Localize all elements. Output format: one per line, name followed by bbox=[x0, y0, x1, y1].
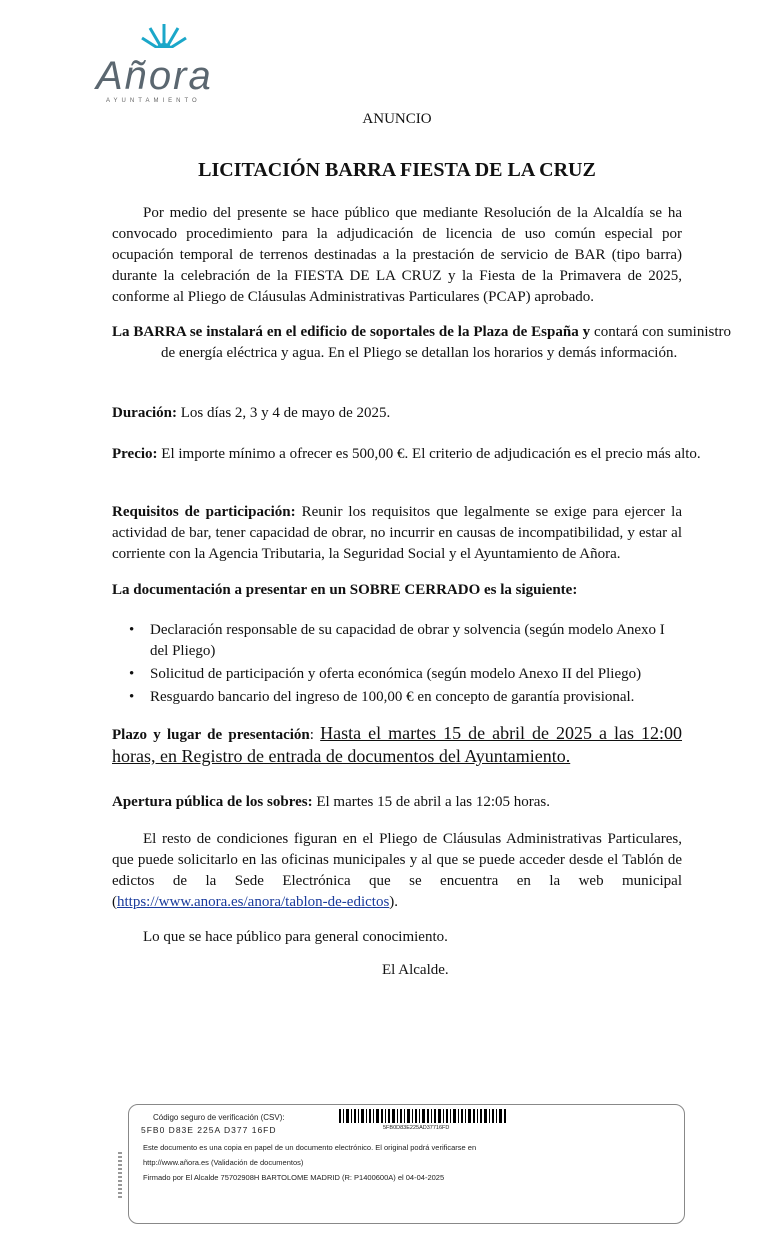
apertura-paragraph bbox=[112, 792, 682, 813]
resto-after: ). bbox=[389, 894, 399, 910]
sun-logo-icon bbox=[138, 22, 190, 56]
document-title: LICITACIÓN BARRA FIESTA DE LA CRUZ bbox=[198, 159, 596, 181]
precio-paragraph bbox=[112, 444, 731, 465]
apertura-label: Apertura pública de los sobres: bbox=[112, 794, 313, 810]
precio-text: El importe mínimo a ofrecer es 500,00 €. El criterio de adjudicación es el precio más alto. bbox=[157, 446, 701, 462]
csv-label: Código seguro de verificación (CSV): bbox=[153, 1113, 285, 1122]
csv-line-1: Este documento es una copia en papel de un documento electrónico. El original podrá verificarse en bbox=[143, 1143, 477, 1152]
csv-line-3: Firmado por El Alcalde 75702908H BARTOLOME MADRID (R: P1400600A) el 04-04-2025 bbox=[143, 1173, 445, 1182]
precio-label: Precio: bbox=[112, 446, 158, 462]
side-stamp bbox=[118, 1152, 122, 1200]
requisitos-paragraph bbox=[112, 502, 682, 565]
list-item: • Resguardo bancario del ingreso de 100,00 € en concepto de garantía provisional. bbox=[112, 687, 682, 708]
resto-text: El resto de condiciones figuran en el Pliego de Cláusulas Administrativas Particulares, que puede solicitarlo en las oficinas municipales y al que se puede acceder desde el Tablón de edictos de la Sede Electrónica que se encuentra en la web municipal ( bbox=[112, 831, 682, 910]
requisitos-text: Reunir los requisitos que legalmente se exige para ejercer la actividad de bar, tener capacidad de obrar, no incurrir en causas de incompatibilidad, y estar al corriente con la Agencia Tributaria, la Seguridad Social y el Ayuntamiento de Añora. bbox=[112, 504, 682, 562]
plazo-deadline: Hasta el martes 15 de abril de 2025 a las 12:00 horas, en Registro de entrada de documentos del Ayuntamiento. bbox=[112, 723, 683, 766]
documentacion-bold: La documentación a presentar en un SOBRE CERRADO es la siguiente: bbox=[112, 582, 578, 598]
documentacion-heading bbox=[112, 580, 682, 601]
barcode-icon bbox=[339, 1109, 509, 1123]
plazo-label: Plazo y lugar de presentación bbox=[112, 727, 310, 743]
duracion-paragraph bbox=[112, 403, 682, 424]
cierre-paragraph: Lo que se hace público para general conocimiento. bbox=[143, 929, 448, 945]
plazo-paragraph bbox=[112, 723, 682, 769]
plazo-colon: : bbox=[309, 727, 321, 743]
apertura-text: El martes 15 de abril a las 12:05 horas. bbox=[312, 794, 551, 810]
requisitos-label: Requisitos de participación: bbox=[112, 504, 296, 520]
municipal-logo bbox=[96, 22, 236, 102]
barra-paragraph bbox=[112, 322, 731, 364]
signature-line: El Alcalde. bbox=[382, 962, 449, 978]
list-item: • Solicitud de participación y oferta económica (según modelo Anexo II del Pliego) bbox=[112, 664, 682, 685]
barra-text: contará con suministro de energía eléctrica y agua. En el Pliego se detallan los horarios y demás información. bbox=[161, 324, 731, 361]
csv-line-2: http://www.añora.es (Validación de documentos) bbox=[143, 1158, 304, 1167]
documents-list bbox=[112, 620, 682, 710]
barcode-text: 5FB0D83E225AD37716FD bbox=[383, 1125, 450, 1131]
tablon-edictos-link[interactable]: https://www.anora.es/anora/tablon-de-edictos bbox=[117, 894, 390, 910]
barra-bold: La BARRA se instalará en el edificio de soportales de la Plaza de España y bbox=[112, 324, 591, 340]
duracion-text: Los días 2, 3 y 4 de mayo de 2025. bbox=[177, 405, 391, 421]
intro-paragraph: Por medio del presente se hace público que mediante Resolución de la Alcaldía se ha convocado procedimiento para la adjudicación de licencia de uso común especial por ocupación temporal de terrenos destinadas a la prestación de servicio de BAR (tipo barra) durante la celebración de la FIESTA DE LA CRUZ y la Fiesta de la Primavera de 2025, conforme al Pliego de Cláusulas Administrativas Particulares (PCAP) aprobado. bbox=[112, 205, 682, 305]
list-item: • Declaración responsable de su capacidad de obrar y solvencia (según modelo Anexo I del Pliego) bbox=[112, 620, 682, 662]
duracion-label: Duración: bbox=[112, 405, 177, 421]
csv-verification-box bbox=[128, 1104, 685, 1224]
document-label: ANUNCIO bbox=[362, 111, 432, 127]
logo-subtitle: AYUNTAMIENTO bbox=[106, 98, 201, 104]
csv-code: 5FB0 D83E 225A D377 16FD bbox=[141, 1125, 277, 1135]
resto-paragraph bbox=[112, 829, 682, 913]
logo-wordmark: Añora bbox=[96, 54, 213, 98]
